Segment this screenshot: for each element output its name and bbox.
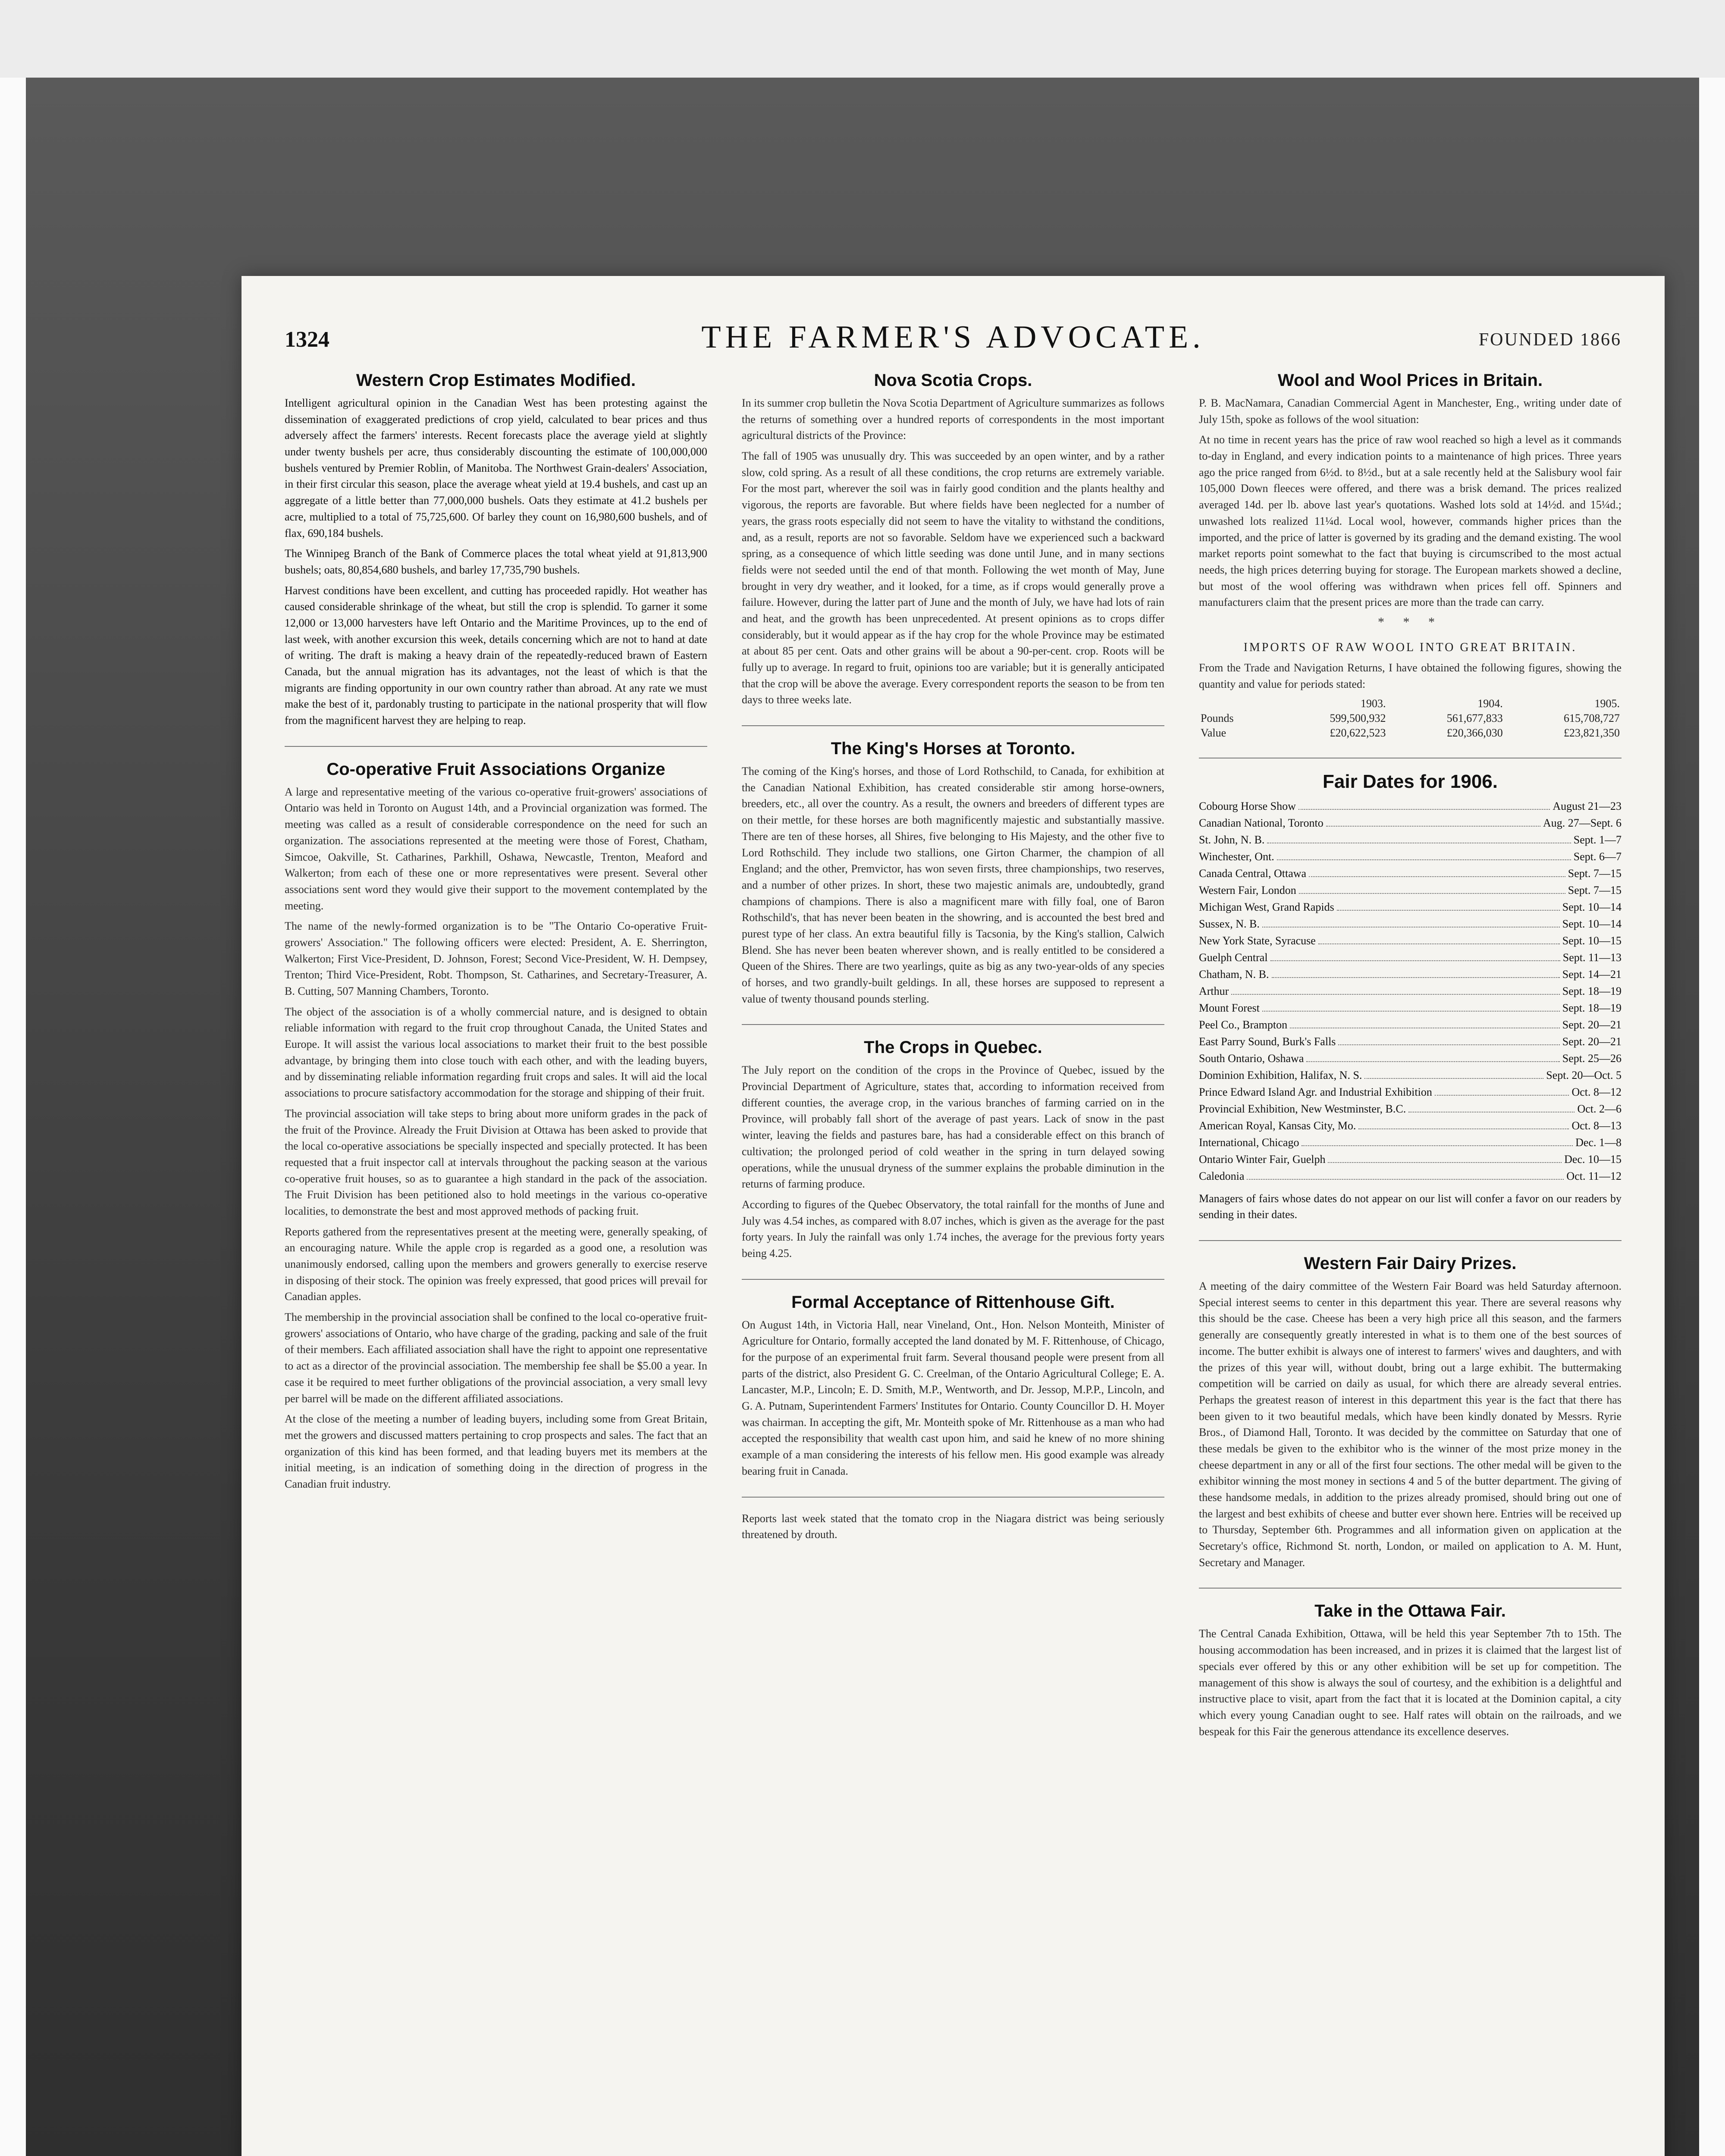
fair-date: Sept. 7—15 — [1568, 884, 1622, 896]
fair-date-row — [1199, 848, 1622, 865]
film-border-top — [0, 0, 1725, 78]
leader-dots — [1262, 927, 1560, 928]
fair-date-row — [1199, 1117, 1622, 1134]
fair-date-row — [1199, 1000, 1622, 1016]
fair-name: Cobourg Horse Show — [1199, 799, 1296, 812]
article-paragraph: The provincial association will take steps to bring about more uniform grades in the pack of the fruit of the Province. Already the Fruit Division at Ottawa has been asked to provide that the local co-operative associations be specially inspected and specially protected. It has been requested that a fruit inspector call at intervals throughout the packing season at the various co-operative fruit houses, so as to guarantee a high standard in the pack of the association. The Fruit Division has been petitioned also to hold meetings in the various co-operative localities, to demonstrate the best and most approved methods of packing fruit. — [285, 1107, 707, 1217]
article-wool-prices — [1199, 371, 1622, 740]
article-paragraph: The Winnipeg Branch of the Bank of Commerce places the total wheat yield at 91,813,900 bushels; oats, 80,854,680 bushels, and barley 17,735,790 bushels. — [285, 547, 707, 576]
fair-name: Ontario Winter Fair, Guelph — [1199, 1153, 1326, 1166]
fair-name: International, Chicago — [1199, 1136, 1299, 1149]
fair-date: Oct. 8—12 — [1571, 1085, 1622, 1098]
table-cell: 599,500,932 — [1330, 712, 1386, 725]
fair-name: Arthur — [1199, 984, 1229, 997]
fair-name: Peel Co., Brampton — [1199, 1018, 1288, 1031]
fair-date-row — [1199, 1050, 1622, 1067]
row-label: Pounds — [1201, 712, 1234, 725]
fair-name: St. John, N. B. — [1199, 833, 1265, 846]
masthead — [285, 319, 1622, 367]
page-content — [285, 319, 1622, 2156]
article-crops-in-quebec — [742, 1038, 1164, 1261]
leader-dots — [1435, 1095, 1569, 1096]
column-rule — [1199, 1588, 1622, 1589]
article-headline: Co-operative Fruit Associations Organize — [326, 759, 665, 779]
article-headline: The Crops in Quebec. — [864, 1038, 1042, 1057]
fair-name: American Royal, Kansas City, Mo. — [1199, 1119, 1356, 1132]
leader-dots — [1358, 1128, 1569, 1129]
column-rule — [742, 1024, 1164, 1025]
leader-dots — [1309, 876, 1565, 877]
leader-dots — [1277, 859, 1571, 860]
fair-date: Sept. 18—19 — [1562, 984, 1622, 997]
article-paragraph: Harvest conditions have been excellent, and cutting has proceeded rapidly. Hot weather has caused considerable shrinkage of the wheat, but still the crop is splendid. To garner it some 12,000 or 13,000 harvesters have left Ontario and the Maritime Provinces, up to the end of last week, with another excursion this week, details concerning which are not to hand at date of writing. The draft is making a heavy drain of the repeatedly-reduced brawn of Eastern Canada, but the annual migration has its advantages, not the least of which is that the migrants are finding opportunity in our own country rather than abroad. At any rate we must make the best of it, pardonably trusting to participate in the national prosperity that will flow from the magnificent harvest they are helping to reap. — [285, 584, 707, 727]
column-rule — [742, 1279, 1164, 1280]
article-paragraph: The object of the association is of a wholly commercial nature, and is designed to obtain reliable information with regard to the fruit crop throughout Canada, the United States and Europe. It will assist the various local associations to market their fruit to the best possible advantage, by bringing them into close touch with each other, and with the leading buyers, and by disseminating reliable information regarding fruit crops and sales. It will aid the local associations to procure satisfactory accommodation for the storage and shipping of their fruit. — [285, 1005, 707, 1100]
article-paragraph: According to figures of the Quebec Observatory, the total rainfall for the months of June and July was 4.54 inches, as compared with 8.07 inches, which is given as the average for the past forty years. In July the rainfall was only 1.74 inches, the average for the previous forty years being 4.25. — [742, 1198, 1164, 1260]
fair-date-row — [1199, 949, 1622, 966]
fair-date-row — [1199, 1084, 1622, 1100]
article-paragraph: Reports gathered from the representatives present at the meeting were, generally speaking, of an encouraging nature. While the apple crop is regarded as a good one, a resolution was unanimously endorsed, calling upon the members and growers generally to exercise reserve in disposing of their stock. The opinion was freely expressed, that good prices will prevail for Canadian apples. — [285, 1225, 707, 1303]
fair-name: Sussex, N. B. — [1199, 917, 1260, 930]
table-cell: 615,708,727 — [1564, 712, 1620, 725]
table-cell: £20,366,030 — [1446, 727, 1503, 740]
fair-date-row — [1199, 815, 1622, 831]
fair-date: Aug. 27—Sept. 6 — [1543, 816, 1622, 829]
fair-date: Oct. 8—13 — [1571, 1119, 1622, 1132]
article-paragraph: The name of the newly-formed organization is to be "The Ontario Co-operative Fruit-growers' Association." The following officers were elected: President, A. E. Sherrington, Walkerton; First Vice-President, D. Johnson, Forest; Second Vice-President, W. H. Dempsey, Trenton; Third Vice-President, Robt. Thompson, St. Catharines, and Secretary-Treasurer, A. B. Cutting, 507 Manning Chambers, Toronto. — [285, 920, 707, 997]
column-left — [285, 371, 707, 1497]
fair-date: Dec. 1—8 — [1575, 1136, 1622, 1149]
article-paragraph: The membership in the provincial association shall be confined to the local co-operative fruit-growers' associations of Ontario, who have charge of the grading, packing and sale of the fruit of their members. Each affiliated association shall have the right to appoint one representative to act as a director of the provincial association. The membership fee shall be $5.00 a year. In case it be required to meet further obligations of the provincial association, a very small levy per barrel will be made on the different affiliated associations. — [285, 1311, 707, 1405]
fair-date-row — [1199, 865, 1622, 882]
leader-dots — [1262, 1011, 1560, 1012]
founded-line: FOUNDED 1866 — [1478, 330, 1622, 350]
row-label: Value — [1201, 727, 1226, 740]
column-rule — [1199, 1240, 1622, 1241]
leader-dots — [1364, 1078, 1543, 1079]
article-kings-horses — [742, 739, 1164, 1007]
fair-date-row — [1199, 966, 1622, 983]
column-rule — [742, 725, 1164, 726]
fair-date-row — [1199, 831, 1622, 848]
fair-name: East Parry Sound, Burk's Falls — [1199, 1035, 1336, 1048]
leader-dots — [1302, 1145, 1573, 1146]
fair-date: Sept. 11—13 — [1562, 951, 1622, 964]
fair-name: Canada Central, Ottawa — [1199, 867, 1307, 880]
article-rittenhouse-gift — [742, 1293, 1164, 1479]
article-headline: Take in the Ottawa Fair. — [1314, 1601, 1506, 1621]
fair-date: Sept. 1—7 — [1573, 833, 1622, 846]
fair-name: Canadian National, Toronto — [1199, 816, 1324, 829]
article-headline: The King's Horses at Toronto. — [831, 739, 1076, 758]
article-paragraph: On August 14th, in Victoria Hall, near Vineland, Ont., Hon. Nelson Monteith, Minister of Agriculture for Ontario, formally accepted the land donated by M. F. Rittenhouse, of Chicago, for the purpose of an experimental fruit farm. Several thousand people were present from all parts of the district, also President G. C. Creelman, of the Ontario Agricultural College; E. A. Lancaster, M.P., Lincoln; E. D. Smith, M.P., Wentworth, and Dr. Jessop, M.P.P., Lincoln, and G. A. Putnam, Superintendent Farmers' Institutes for Ontario. County Councillor D. H. Moyer was chairman. In accepting the gift, Mr. Monteith spoke of Mr. Rittenhouse as a man who had accepted the responsibility that wealth cast upon him, and said he knew of no more shining example of a man considering the interests of his fellow men. His good example was already bearing fruit in Canada. — [742, 1318, 1164, 1477]
fair-name: Western Fair, London — [1199, 884, 1296, 896]
table-cell: 561,677,833 — [1446, 712, 1503, 725]
fair-date-row — [1199, 882, 1622, 899]
article-headline: Wool and Wool Prices in Britain. — [1277, 371, 1543, 390]
fair-date-row — [1199, 1033, 1622, 1050]
leader-dots — [1270, 960, 1560, 961]
fair-date: Sept. 10—15 — [1562, 934, 1622, 947]
article-western-crop-estimates — [285, 371, 707, 729]
fair-name: Provincial Exhibition, New Westminster, B.C. — [1199, 1102, 1406, 1115]
fair-date: Sept. 18—19 — [1562, 1001, 1622, 1014]
leader-dots — [1247, 1179, 1564, 1180]
fair-date-row — [1199, 1016, 1622, 1033]
article-western-fair-dairy — [1199, 1254, 1622, 1570]
fair-date: Sept. 7—15 — [1568, 867, 1622, 880]
fair-name: Winchester, Ont. — [1199, 850, 1274, 863]
fair-date: August 21—23 — [1552, 799, 1622, 812]
fair-name: Michigan West, Grand Rapids — [1199, 900, 1334, 913]
newspaper-page — [242, 276, 1665, 2156]
fair-name: New York State, Syracuse — [1199, 934, 1316, 947]
article-headline: Fair Dates for 1906. — [1323, 771, 1498, 793]
fair-date-row — [1199, 983, 1622, 1000]
fair-date: Oct. 11—12 — [1566, 1169, 1622, 1182]
table-cell: £23,821,350 — [1564, 727, 1620, 740]
leader-dots — [1298, 809, 1550, 810]
article-headline: Nova Scotia Crops. — [874, 371, 1032, 390]
article-paragraph: Intelligent agricultural opinion in the Canadian West has been protesting against the dissemination of exaggerated predictions of crop yield, calculated to bear prices and thus adversely affect the farmers' interests. Recent forecasts place the average yield at slightly under twenty bushels per acre, thus considerably discounting the estimate of 100,000,000 bushels ventured by Premier Roblin, of Manitoba. The Northwest Grain-dealers' Association, in their first circular this season, place the average wheat yield at 19.4 bushels, and cast up an aggregate of a little better than 77,000,000 bushels. Oats they estimate at 41.2 bushels per acre, multiplied to a total of 75,725,600. Of barley they count on 16,980,600 bushels, and of flax, 690,184 bushels. — [285, 397, 707, 539]
section-divider-stars: * * * — [1378, 614, 1443, 629]
article-ottawa-fair — [1199, 1601, 1622, 1739]
imports-table — [1199, 696, 1622, 740]
fair-date: Sept. 20—Oct. 5 — [1546, 1069, 1622, 1081]
article-paragraph: The coming of the King's horses, and those of Lord Rothschild, to Canada, for exhibition at the Canadian National Exhibition, has created considerable stir among horse-owners, breeders, etc., all over the country. As a result, the owners and breeders of different types are on their mettle, for these horses are both magnificently majestic and substantially massive. There are ten of these horses, all Shires, five belonging to His Majesty, and the other five to Lord Rothschild. They include two stallions, one Girton Charmer, the champion of all England; and the other, Premvictor, has won seven firsts, three championships, two reserves, and a number of other prizes. In short, these two majestic animals are, undoubtedly, grand champions of champions. There is also a magnificent mare with filly foal, one of Baron Rothschild's, that has never been beaten in the showring, and is accounted the best bred and purest type of her class. An extra beautiful filly is Tacsonia, by the King's stallion, Calwich Blend. She has never been beaten wherever shown, and is really entitled to be considered a Queen of the Shires. There are two yearlings, quite as big as any two-year-olds of any species of horses, and two grandly-built geldings. In all, these horses are supposed to represent a value of twenty thousand pounds sterling. — [742, 765, 1164, 1005]
leader-dots — [1231, 994, 1559, 995]
fair-name: Prince Edward Island Agr. and Industrial Exhibition — [1199, 1085, 1432, 1098]
column-middle — [742, 371, 1164, 1547]
fair-date-row — [1199, 1067, 1622, 1084]
article-headline: Formal Acceptance of Rittenhouse Gift. — [791, 1292, 1115, 1312]
column-right — [1199, 371, 1622, 1744]
column-rule — [285, 746, 707, 747]
article-paragraph: At no time in recent years has the price of raw wool reached so high a level as it commands to-day in England, and every indication points to a maintenance of high prices. Three years ago the price ranged from 6½d. to 8½d., but at a sale recently held at the Salisbury wool fair 105,000 Down fleeces were offered, and there was a brisk demand. The prices realized averaged 14d. per lb. above last year's quotations. Washed lots sold at 14½d. and 15¼d.; unwashed lots realized 11¼d. Local wool, however, commands higher prices than the imported, and the price of latter is governed by its grading and the demand existing. The wool market reports point somewhat to the fact that buying is circumscribed to the most actual needs, the high prices deterring buying for storage. The European markets showed a decline, but most of the wool offering was withdrawn when prices fell off. Spinners and manufacturers claim that the present prices are more than the trade can carry. — [1199, 433, 1622, 609]
fair-date-row — [1199, 932, 1622, 949]
news-note: Reports last week stated that the tomato crop in the Niagara district was being seriously threatened by drouth. — [742, 1512, 1164, 1541]
fair-name: Chatham, N. B. — [1199, 968, 1269, 981]
fair-date-row — [1199, 1151, 1622, 1168]
fair-date: Dec. 10—15 — [1564, 1153, 1622, 1166]
column-rule — [742, 1497, 1164, 1498]
fair-date: Oct. 2—6 — [1577, 1102, 1622, 1115]
article-paragraph: The July report on the condition of the crops in the Province of Quebec, issued by the Provincial Department of Agriculture, states that, according to information received from different counties, the average crop, in the various branches of farming carried on in the Province, will probably fall short of the average of past years. Lack of snow in the past winter, leaving the fields and pastures bare, has had a considerable effect on this branch of cultivation; the prolonged period of cold weather in the spring in turn delayed sowing operations, while the unusual dryness of the summer explains the probable diminution in the returns of farming produce. — [742, 1064, 1164, 1191]
article-paragraph: The Central Canada Exhibition, Ottawa, will be held this year September 7th to 15th. The housing accommodation has been increased, and in prizes it is claimed that the largest list of specials ever offered by this or any other exhibition will be set up for competition. The management of this show is always the soul of courtesy, and the exhibition is a delightful and instructive place to visit, apart from the fact that it is located at the Dominion capital, a city which every young Canadian ought to see. Half rates will obtain on the railroads, and we bespeak for this Fair the generous attendance its excellence deserves. — [1199, 1627, 1622, 1738]
fair-name: South Ontario, Oshawa — [1199, 1052, 1304, 1065]
article-nova-scotia-crops — [742, 371, 1164, 708]
article-headline: Western Fair Dairy Prizes. — [1304, 1254, 1517, 1273]
leader-dots — [1306, 1061, 1559, 1062]
article-headline: Western Crop Estimates Modified. — [356, 371, 636, 390]
imports-table-header — [1199, 696, 1622, 711]
fair-date-row — [1199, 899, 1622, 915]
leader-dots — [1338, 1044, 1559, 1045]
leader-dots — [1318, 943, 1560, 944]
fair-date-row — [1199, 915, 1622, 932]
fair-date: Sept. 6—7 — [1573, 850, 1622, 863]
fair-date: Sept. 20—21 — [1562, 1018, 1622, 1031]
leader-dots — [1328, 1162, 1562, 1163]
fair-date: Sept. 14—21 — [1562, 968, 1622, 981]
article-paragraph: A meeting of the dairy committee of the Western Fair Board was held Saturday afternoon. Special interest seems to center in this department this year. There are several reasons why this should be the case. Cheese has been a very high price all this season, and the farmers generally are consequently greatly interested in what is to them one of the best sources of income. The butter exhibit is always one of interest to farmers' wives and daughters, and with the prizes of this year will, without doubt, bring out a large exhibit. The buttermaking competition will be carried on daily as usual, for which there are already several entries. Perhaps the greatest reason of interest in this department this year is the fact that there has been given to it two beautiful medals, which have been kindly donated by Messrs. Ryrie Bros., of Diamond Hall, Toronto. It was decided by the committee on Saturday that one of these medals be given to the exhibitor who is the winner of the most prize money in the cheese department in any or all of the first four sections. The other medal will be given to the exhibitor winning the most money in sections 4 and 5 of the butter department. The giving of these handsome medals, in addition to the prizes already promised, should bring out one of the largest and best exhibits of cheese and butter ever shown here. Entries will be received up to Thursday, September 6th. Programmes and all information given on application at the Secretary's office, Richmond St. north, London, or mailed on application to A. M. Hunt, Secretary and Manager. — [1199, 1280, 1622, 1569]
table-row — [1199, 726, 1622, 740]
fair-date-row — [1199, 1168, 1622, 1185]
article-paragraph: P. B. MacNamara, Canadian Commercial Agent in Manchester, Eng., writing under date of July 15th, spoke as follows of the wool situation: — [1199, 397, 1622, 426]
fair-name: Caledonia — [1199, 1169, 1245, 1182]
leader-dots — [1299, 893, 1565, 894]
fair-date-row — [1199, 798, 1622, 815]
fair-date: Sept. 10—14 — [1562, 917, 1622, 930]
article-paragraph: The fall of 1905 was unusually dry. This was succeeded by an open winter, and by a rather slow, cold spring. As a result of all these conditions, the crop returns are extremely variable. For the most part, wherever the soil was in fairly good condition and the plants healthy and vigorous, the reports are favorable. But where fields have been neglected for a number of years, the grass roots especially did not seem to have the vitality to withstand the conditions, and, as a result, reports are not so favorable. Seldom have we experienced such a backward spring, as a consequence of which little seeding was done until June, and in many sections fields were not seeded until the end of that month. Following the wet month of May, June brought in very dry weather, and it looked, for a time, as if crops would generally prove a failure. However, during the latter part of June and the month of July, we have had lots of rain and heat, and the growth has been unprecedented. At present opinions as to crops differ considerably, but it would appear as if the hay crop for the whole Province may be estimated at about 85 per cent. Oats and other grains will be about a 90-per-cent. crop. Roots will be fully up to average. In regard to fruit, opinions too are variable; but it is generally anticipated that the crop will be above the average. Every correspondent reports the season to be from ten days to three weeks late. — [742, 450, 1164, 706]
article-paragraph: In its summer crop bulletin the Nova Scotia Department of Agriculture summarizes as follows the returns of something over a hundred reports of correspondents in the most important agricultural districts of the Province: — [742, 397, 1164, 442]
article-paragraph: At the close of the meeting a number of leading buyers, including some from Great Britain, met the growers and discussed matters pertaining to crop prospects and sales. The fact that an organization of this kind has been formed, and that leading buyers met its members at the initial meeting, is an indication of something doing in the direction of progress in the Canadian fruit industry. — [285, 1413, 707, 1490]
year-header: 1905. — [1594, 697, 1620, 710]
fair-date: Sept. 25—26 — [1562, 1052, 1622, 1065]
fair-name: Mount Forest — [1199, 1001, 1260, 1014]
article-paragraph: Managers of fairs whose dates do not appear on our list will confer a favor on our readers by sending in their dates. — [1199, 1192, 1622, 1221]
page-number: 1324 — [285, 327, 329, 352]
leader-dots — [1337, 910, 1560, 911]
fair-dates-list — [1199, 798, 1622, 1185]
imports-table-title: IMPORTS OF RAW WOOL INTO GREAT BRITAIN. — [1243, 640, 1577, 654]
table-cell: £20,622,523 — [1330, 727, 1386, 740]
article-paragraph: From the Trade and Navigation Returns, I have obtained the following figures, showing the quantity and value for periods stated: — [1199, 661, 1622, 690]
year-header: 1903. — [1360, 697, 1386, 710]
fair-date: Sept. 10—14 — [1562, 900, 1622, 913]
article-cooperative-fruit — [285, 760, 707, 1492]
leader-dots — [1272, 977, 1560, 978]
leader-dots — [1326, 826, 1540, 827]
year-header: 1904. — [1477, 697, 1503, 710]
publication-title: THE FARMER'S ADVOCATE. — [701, 320, 1205, 355]
fair-name: Guelph Central — [1199, 951, 1268, 964]
fair-date-row — [1199, 1100, 1622, 1117]
fair-date: Sept. 20—21 — [1562, 1035, 1622, 1048]
article-paragraph: A large and representative meeting of the various co-operative fruit-growers' associations of Ontario was held in Toronto on August 14th, and a Provincial organization was formed. The meeting was called as a result of considerable correspondence on the need for such an organization. The associations represented at the meeting were those of Forest, Chatham, Simcoe, Oakville, St. Catharines, Parkhill, Oshawa, Newcastle, Trenton, Meaford and Walkerton; from each of these one or more representatives were present. Several other associations sent word they would give their support to the movement contemplated by the meeting. — [285, 785, 707, 912]
article-fair-dates — [1199, 771, 1622, 1223]
fair-date-row — [1199, 1134, 1622, 1151]
fair-name: Dominion Exhibition, Halifax, N. S. — [1199, 1069, 1362, 1081]
table-row — [1199, 711, 1622, 726]
